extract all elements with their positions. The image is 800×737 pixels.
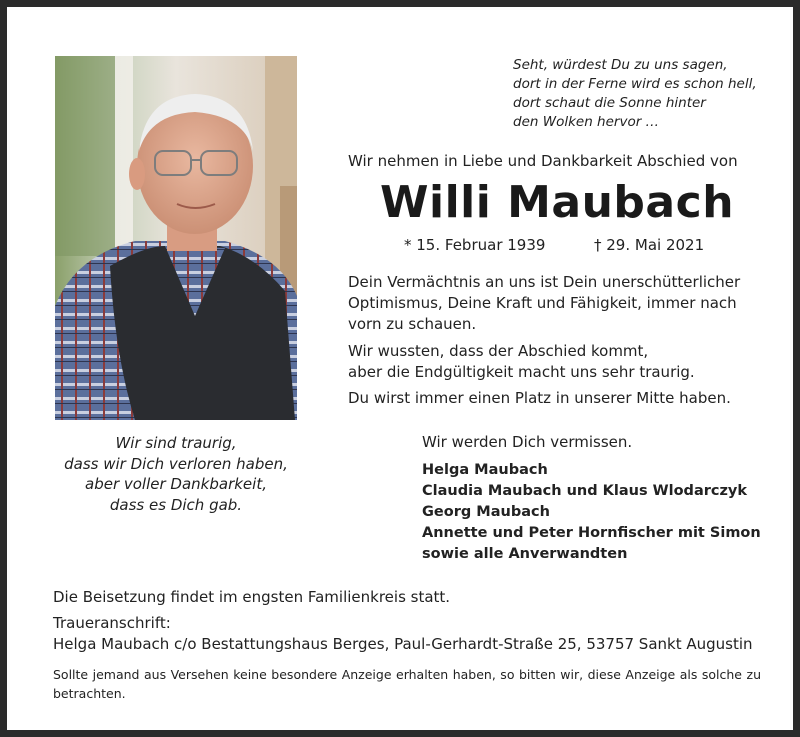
signer: Helga Maubach [422, 462, 548, 478]
legacy-paragraph [348, 272, 740, 335]
legacy-line: Dein Vermächtnis an uns ist Dein unerschütterlicher [348, 273, 741, 291]
knew-line: aber die Endgültigkeit macht uns sehr traurig. [348, 363, 695, 381]
signers-list [422, 460, 761, 565]
poem-top-line: den Wolken hervor … [513, 114, 660, 130]
funeral-info: Die Beisetzung findet im engsten Familienkreis statt. [53, 588, 451, 606]
notice-footnote: Sollte jemand aus Versehen keine besondere Anzeige erhalten haben, so bitten wir, diese Anzeige als solche zu betrachten. [53, 667, 761, 701]
address-label: Traueranschrift: [53, 614, 171, 632]
knew-paragraph [348, 341, 695, 383]
poem-left-line: aber voller Dankbarkeit, [85, 475, 267, 493]
death-date: † 29. Mai 2021 [594, 236, 705, 254]
miss-text: Wir werden Dich vermissen. [422, 433, 633, 451]
poem-top [513, 56, 793, 132]
intro-text: Wir nehmen in Liebe und Dankbarkeit Abschied von [348, 152, 738, 170]
poem-left-line: dass wir Dich verloren haben, [64, 454, 288, 473]
deceased-name: Willi Maubach [379, 177, 735, 228]
place-paragraph: Du wirst immer einen Platz in unserer Mitte haben. [348, 389, 731, 407]
birth-date: * 15. Februar 1939 [404, 236, 546, 254]
poem-left-line: Wir sind traurig, [115, 434, 237, 452]
poem-top-line: dort in der Ferne wird es schon hell, [513, 76, 757, 92]
signer: Annette und Peter Hornfischer mit Simon [422, 525, 761, 541]
poem-top-line: dort schaut die Sonne hinter [513, 95, 706, 111]
portrait-photo [55, 56, 297, 420]
poem-top-line: Seht, würdest Du zu uns sagen, [513, 57, 728, 73]
knew-line: Wir wussten, dass der Abschied kommt, [348, 342, 649, 360]
signer: sowie alle Anverwandten [422, 546, 628, 562]
poem-left [55, 433, 297, 515]
poem-left-line: dass es Dich gab. [109, 495, 243, 514]
signer: Claudia Maubach und Klaus Wlodarczyk [422, 483, 748, 499]
legacy-line: vorn zu schauen. [348, 315, 477, 333]
signer: Georg Maubach [422, 504, 550, 520]
mourning-address: Helga Maubach c/o Bestattungshaus Berges, Paul-Gerhardt-Straße 25, 53757 Sankt Augustin [53, 635, 753, 653]
legacy-line: Optimismus, Deine Kraft und Fähigkeit, immer nach [348, 294, 737, 312]
